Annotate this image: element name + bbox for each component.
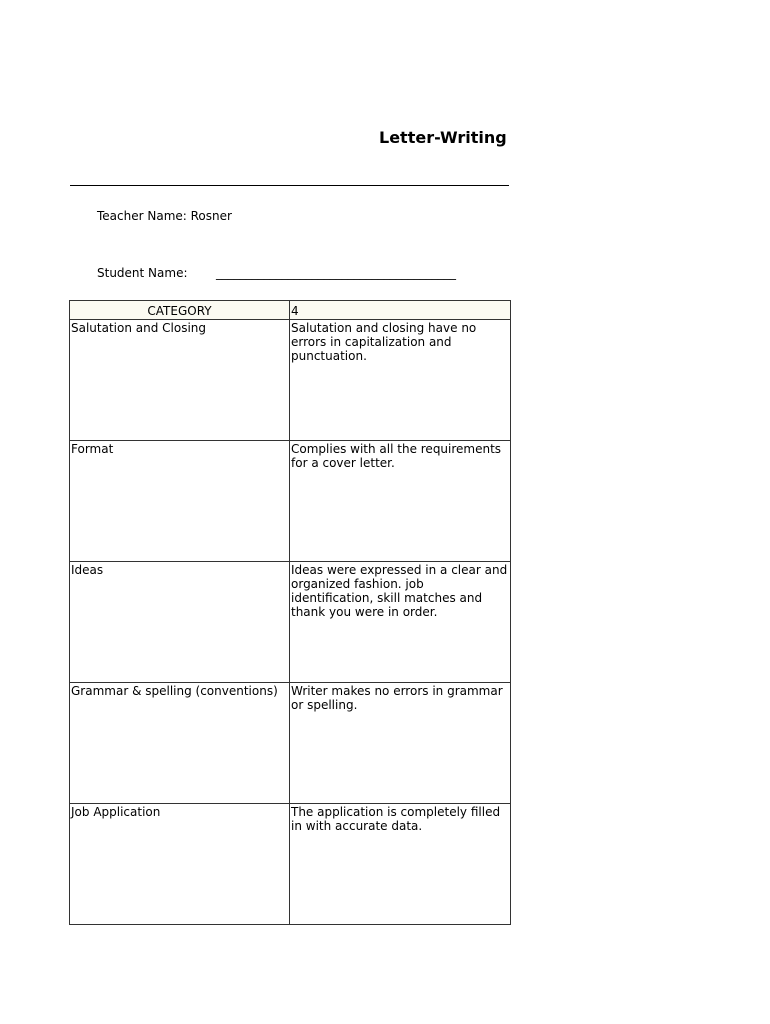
description-cell: Complies with all the requirements for a cover letter. [290, 441, 511, 562]
description-cell: Ideas were expressed in a clear and organized fashion. job identification, skill matches and thank you were in order. [290, 562, 511, 683]
teacher-name: Teacher Name: Rosner [97, 209, 232, 223]
student-name-label: Student Name: [97, 266, 188, 280]
description-cell: Salutation and closing have no errors in capitalization and punctuation. [290, 320, 511, 441]
student-name-line [97, 265, 456, 281]
header-divider [70, 185, 509, 186]
student-name-blank: ________________________________________ [216, 266, 456, 280]
rubric-table [69, 300, 511, 925]
table-row [70, 320, 511, 441]
category-cell: Salutation and Closing [70, 320, 290, 441]
category-cell: Job Application [70, 804, 290, 925]
table-row [70, 441, 511, 562]
category-cell: Format [70, 441, 290, 562]
table-row [70, 562, 511, 683]
page-title: Letter-Writing [379, 128, 507, 147]
category-cell: Ideas [70, 562, 290, 683]
table-header-row [70, 301, 511, 320]
column-header-category: CATEGORY [70, 301, 290, 320]
table-row [70, 804, 511, 925]
column-header-score: 4 [290, 301, 511, 320]
description-cell: The application is completely filled in with accurate data. [290, 804, 511, 925]
category-cell: Grammar & spelling (conventions) [70, 683, 290, 804]
table-row [70, 683, 511, 804]
description-cell: Writer makes no errors in grammar or spelling. [290, 683, 511, 804]
title-area [70, 124, 509, 154]
